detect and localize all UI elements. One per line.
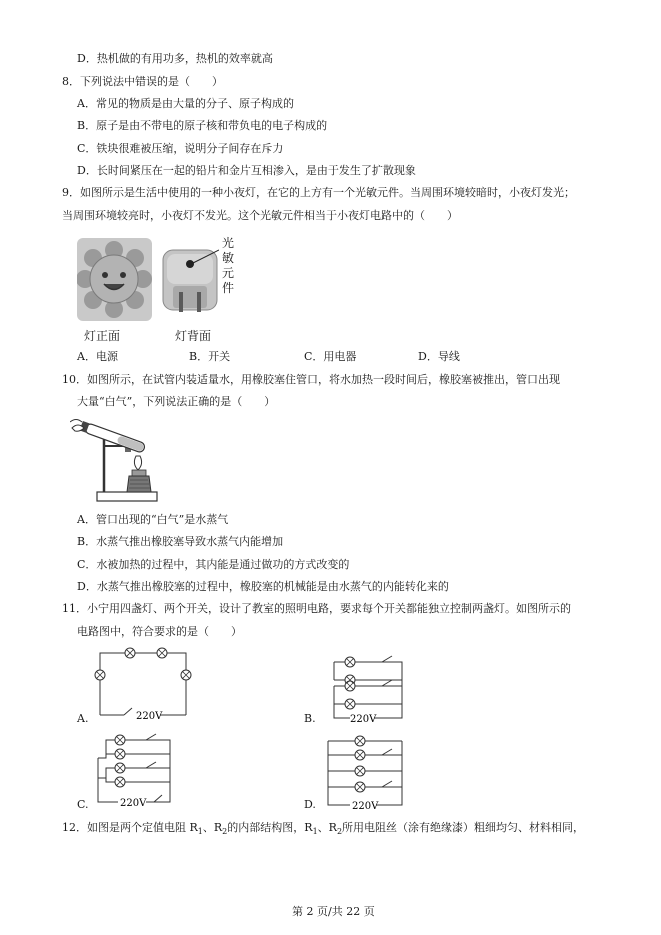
page-footer: 第 2 页/共 22 页 (292, 905, 375, 918)
caption-front: 灯正面 (84, 329, 121, 343)
q11-option-a: A. (77, 712, 89, 725)
voltage-label-c: 220V (120, 798, 147, 809)
q12-text-3: 的内部结构图，R (227, 821, 313, 834)
q8-option-d: D．长时间紧压在一起的铅片和金片互相渗入，是由于发生了扩散现象 (77, 164, 416, 177)
q11-option-b: B. (304, 712, 316, 725)
voltage-label-b: 220V (350, 714, 377, 725)
q9-option-d: D．导线 (418, 350, 460, 363)
q10-stem-line1: 10．如图所示，在试管内装适量水，用橡胶塞住管口，将水加热一段时间后，橡胶塞被推出，管口出现 (62, 373, 560, 386)
q10-stem-line2: 大量“白气”，下列说法正确的是（ ） (77, 395, 276, 408)
q12-sub-1: 1 (197, 827, 203, 837)
q8-option-c: C．铁块很难被压缩，说明分子间存在斥力 (77, 142, 284, 155)
q12-text-1: 12．如图是两个定值电阻 R (62, 821, 198, 834)
q9-option-b: B．开关 (189, 350, 231, 363)
caption-back: 灯背面 (175, 329, 212, 343)
q12-sub-2: 2 (222, 827, 228, 837)
q12-sub-4: 2 (336, 827, 343, 837)
q12-sub-3: 1 (312, 827, 318, 837)
q7-option-d: D．热机做的有用功多，热机的效率就高 (77, 52, 273, 65)
voltage-label-d: 220V (352, 801, 379, 812)
q9-stem-line1: 9．如图所示是生活中使用的一种小夜灯，在它的上方有一个光敏元件。当周围环境较暗时，小夜灯发光； (62, 186, 575, 199)
q8-option-a: A．常见的物质是由大量的分子、原子构成的 (77, 97, 294, 110)
circuit-a (92, 645, 194, 725)
q12-text-4: 、R (317, 821, 337, 834)
q11-option-d: D. (304, 798, 316, 811)
voltage-label-a: 220V (136, 711, 163, 722)
photosensitive-label-3: 元 (222, 266, 235, 280)
q10-option-c: C．水被加热的过程中，其内能是通过做功的方式改变的 (77, 558, 350, 571)
night-light-back-figure (161, 246, 219, 318)
circuit-c (90, 730, 180, 810)
q11-stem-line2: 电路图中，符合要求的是（ ） (77, 625, 242, 638)
photosensitive-label-2: 敏 (222, 251, 235, 265)
photosensitive-label-4: 件 (222, 281, 235, 295)
q10-option-d: D．水蒸气推出橡胶塞的过程中，橡胶塞的机械能是由水蒸气的内能转化来的 (77, 580, 449, 593)
circuit-b (320, 650, 410, 728)
q11-stem-line1: 11．小宁用四盏灯、两个开关，设计了教室的照明电路，要求每个开关都能独立控制两盏灯。如图所示的 (62, 602, 571, 615)
circuit-d (320, 733, 410, 813)
q12-stem (62, 821, 584, 839)
q10-option-b: B．水蒸气推出橡胶塞导致水蒸气内能增加 (77, 535, 284, 548)
q8-option-b: B．原子是由不带电的原子核和带负电的电子构成的 (77, 119, 328, 132)
photosensitive-element (186, 260, 194, 268)
q11-option-c: C. (77, 798, 89, 811)
night-light-front-figure (77, 238, 152, 321)
q9-option-c: C．用电器 (304, 350, 357, 363)
q12-text-5: 所用电阻丝（涂有绝缘漆）粗细均匀、材料相同， (342, 821, 585, 834)
test-tube-heating-figure (70, 418, 165, 504)
q12-text-2: 、R (202, 821, 223, 834)
q8-stem: 8．下列说法中错误的是（ ） (62, 75, 223, 88)
q10-option-a: A．管口出现的“白气”是水蒸气 (77, 513, 229, 526)
photosensitive-label-1: 光 (222, 236, 235, 250)
q9-stem-line2: 当周围环境较亮时，小夜灯不发光。这个光敏元件相当于小夜灯电路中的（ ） (62, 209, 458, 222)
q9-option-a: A．电源 (77, 350, 118, 363)
